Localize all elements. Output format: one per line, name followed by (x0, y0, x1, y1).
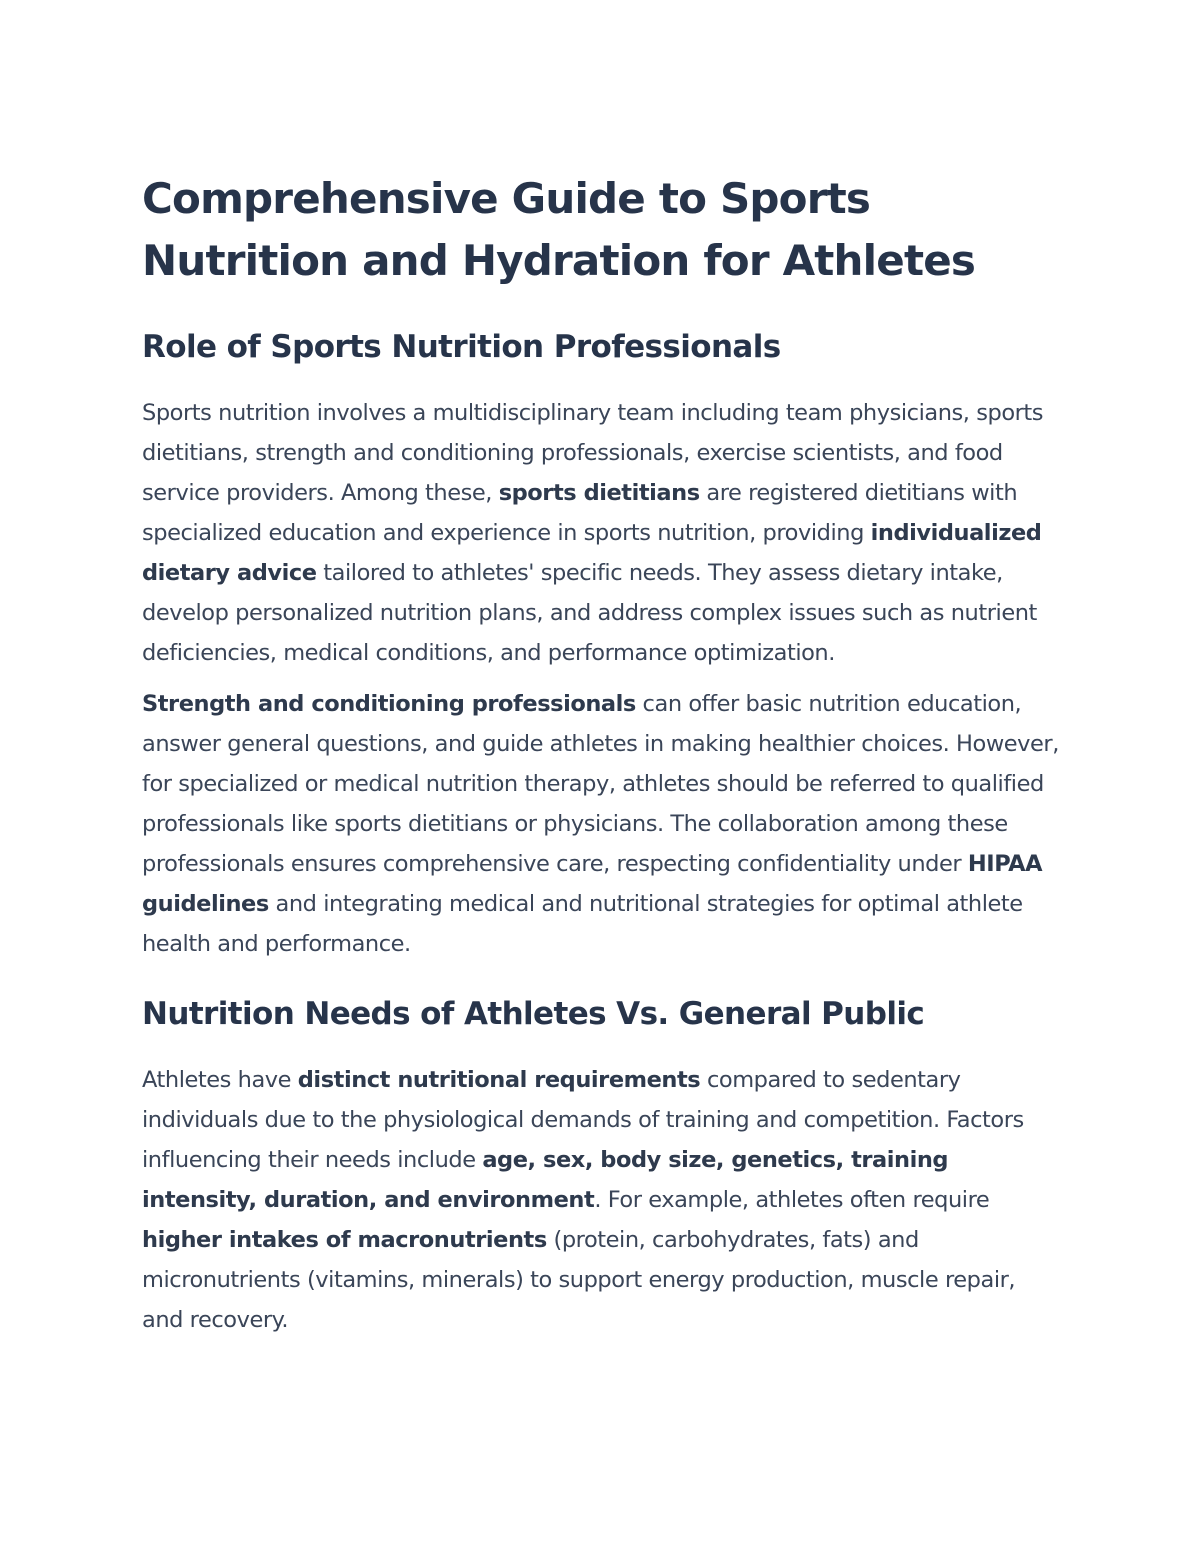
bold-phrase: individualized dietary advice (142, 520, 1042, 586)
paragraph-text: are registered dietitians with specialized education and experience in sports nutrition, providing (142, 480, 1018, 546)
bold-phrase: higher intakes of macronutrients (142, 1227, 547, 1253)
paragraph-strength-conditioning (142, 684, 1062, 964)
document-title: Comprehensive Guide to Sports Nutrition and Hydration for Athletes (142, 174, 976, 285)
bold-phrase: HIPAA guidelines (142, 851, 1043, 917)
paragraph-athlete-needs (142, 1060, 1062, 1340)
paragraph-text: Sports nutrition involves a multidisciplinary team including team physicians, sports dietitians, strength and conditioning professionals, exercise scientists, and food service providers. Among these, (142, 400, 1044, 506)
bold-phrase: age, sex, body size, genetics, training intensity, duration, and environment (142, 1147, 949, 1213)
paragraph-professionals-team (142, 393, 1062, 673)
paragraph-text: and integrating medical and nutritional strategies for optimal athlete health and performance. (142, 891, 1023, 957)
bold-phrase: sports dietitians (498, 480, 700, 506)
section-heading-nutrition-needs: Nutrition Needs of Athletes Vs. General Public (142, 996, 925, 1032)
paragraph-text: compared to sedentary individuals due to the physiological demands of training and competition. Factors influencing their needs include (142, 1067, 1024, 1173)
paragraph-text: (protein, carbohydrates, fats) and micronutrients (vitamins, minerals) to support energy production, muscle repair, and recovery. (142, 1227, 1016, 1333)
paragraph-text: Athletes have (142, 1067, 298, 1093)
section-heading-role-of-professionals: Role of Sports Nutrition Professionals (142, 329, 781, 365)
bold-phrase: distinct nutritional requirements (297, 1067, 701, 1093)
document-page (142, 168, 1062, 1340)
paragraph-text: tailored to athletes' specific needs. They assess dietary intake, develop personalized nutrition plans, and address complex issues such as nutrient deficiencies, medical conditions, and performance optimization. (142, 560, 1037, 666)
paragraph-text: . For example, athletes often require (594, 1187, 990, 1213)
bold-phrase: Strength and conditioning professionals (142, 691, 636, 717)
paragraph-text: can offer basic nutrition education, answer general questions, and guide athletes in making healthier choices. However, for specialized or medical nutrition therapy, athletes should be referred to qualified professionals like sports dietitians or physicians. The collaboration among these professionals ensures comprehensive care, respecting confidentiality under (142, 691, 1059, 877)
